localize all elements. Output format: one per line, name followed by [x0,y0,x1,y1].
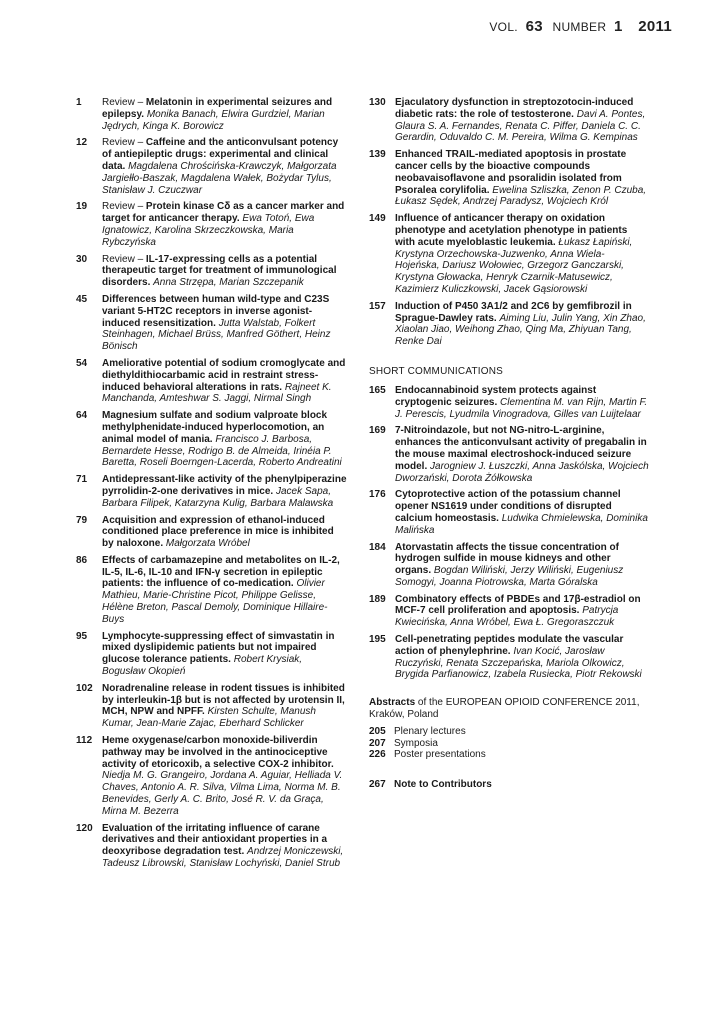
toc-entry[interactable] [369,301,649,348]
entry-title: Noradrenaline release in rodent tissues is inhibited by interleukin-1β but is not affected by urotensin II, MCH, NPW and NPFF. [102,682,345,718]
entry-type-label: Review – [102,137,146,149]
entry-title: Heme oxygenase/carbon monoxide-biliverdin pathway may be involved in the antinociceptive activity of etoricoxib, a selective COX-2 inhibitor. [102,735,334,770]
entry-authors: Patrycja Kwiecińska, Anna Wróbel, Ewa Ł. Gregoraszczuk [395,605,619,629]
toc-entry[interactable] [369,213,649,296]
entry-body [102,823,348,870]
entry-title: Influence of anticancer therapy on oxidation phenotype and acetylation phenotype in patients with acute myeloblastic leukemia. [395,213,628,248]
abstracts-conference: of the EUROPEAN OPIOID CONFERENCE 2011, Kraków, Poland [369,697,640,721]
abstracts-block [369,697,649,721]
entry-page-number: 12 [76,137,88,149]
entry-page-number: 176 [369,489,386,501]
entry-title: Atorvastatin affects the tissue concentration of hydrogen sulfide in mouse kidneys and other organs. [395,541,619,577]
entry-page-number: 139 [369,149,386,161]
entry-body [395,97,649,144]
abstracts-item-label: Plenary lectures [394,726,466,738]
toc-entry[interactable] [369,97,649,144]
abstracts-item-label: Symposia [394,737,438,749]
entry-body [102,410,348,469]
toc-entry[interactable] [76,97,348,132]
short-communications-list [369,385,649,681]
toc-entry[interactable] [76,683,348,730]
entry-authors: Łukasz Łapiński, Krystyna Orzechowska-Juzwenko, Anna Wiela-Hojeńska, Dariusz Wołowiec, Grzegorz Ganczarski, Krystyna Głowacka, Henryk Czarnik-Matusewicz, Kazimierz Kuliczkowski, Jacek Gąsiorowski [395,236,633,295]
abstracts-item-page: 205 [369,726,386,738]
entry-authors: Jarogniew J. Łuszczki, Anna Jaskólska, Wojciech Dworzański, Dorota Żółkowska [395,460,649,484]
entry-body [102,137,348,196]
toc-entry[interactable] [369,425,649,484]
toc-entry[interactable] [369,385,649,420]
entry-authors: Davi A. Pontes, Glaura S. A. Fernandes, Renata C. Piffer, Daniela C. C. Gerardin, Oduvaldo C. M. Pereira, Wilma G. Kempinas [395,108,646,144]
entry-page-number: 184 [369,541,386,553]
entry-page-number: 195 [369,634,386,646]
toc-entry[interactable] [76,201,348,248]
toc-entry[interactable] [369,489,649,536]
entry-page-number: 165 [369,384,386,396]
abstracts-lead: Abstracts [369,697,416,709]
entry-body [395,634,649,681]
entry-body [102,474,348,509]
entry-body [395,542,649,589]
toc-entry[interactable] [369,542,649,589]
entry-page-number: 112 [76,735,93,747]
toc-entry[interactable] [76,735,348,818]
entry-body [102,358,348,405]
toc-entry[interactable] [76,823,348,870]
entry-body [395,425,649,484]
entry-type-label: Review – [102,97,146,108]
toc-entry[interactable] [76,294,348,353]
abstracts-item[interactable] [369,726,649,738]
entry-authors: Niedja M. G. Grangeiro, Jordana A. Aguiar, Helliada V. Chaves, Antonio A. R. Silva, Vilma Lima, Norma M. B. Benevides, Gerly A. C. Brito, José R. V. da Graça, Mirna M. Bezerra [102,770,343,817]
toc-entry[interactable] [369,149,649,208]
entry-body [395,489,649,536]
toc-entry[interactable] [76,410,348,469]
entry-page-number: 79 [76,514,88,526]
entry-page-number: 189 [369,593,386,605]
entry-body [102,683,348,730]
entry-title: Differences between human wild-type and C23S variant 5-HT2C receptors in inverse agonist-induced resensitization. [102,293,330,329]
abstracts-item[interactable] [369,749,649,761]
entry-title: Induction of P450 3A1/2 and 2C6 by gemfibrozil in Sprague-Dawley rats. [395,300,632,324]
volume-number: 63 [525,18,543,35]
entry-title: Effects of carbamazepine and metabolites on IL-2, IL-5, IL-6, IL-10 and IFN-γ secretion in epileptic patients: the influence of co-medication. [102,554,340,590]
entry-page-number: 1 [76,97,82,108]
entry-authors: Jutta Walstab, Folkert Steinhagen, Michael Brüss, Manfred Göthert, Heinz Bönisch [102,317,331,353]
entry-title: Evaluation of the irritating influence of carane derivatives and their antioxidant properties in a deoxyribose degradation test. [102,822,328,858]
toc-entry[interactable] [76,358,348,405]
entry-page-number: 149 [369,213,386,225]
entry-title: Enhanced TRAIL-mediated apoptosis in prostate cancer cells by the bioactive compounds neobavaisoflavone and psoralidin isolated from Psoralea corylifolia. [395,149,627,196]
entry-title: Endocannabinoid system protects against cryptogenic seizures. [395,384,597,408]
entry-page-number: 102 [76,682,93,694]
entry-body [395,385,649,420]
note-label: Note to Contributors [394,778,492,790]
entry-title: Combinatory effects of PBDEs and 17β-estradiol on MCF-7 cell proliferation and apoptosis. [395,593,641,617]
number-label: NUMBER [552,20,607,34]
abstracts-item-page: 226 [369,749,386,761]
note-page: 267 [369,778,386,790]
entry-body [102,254,348,289]
entry-page-number: 64 [76,410,88,422]
entry-body [102,97,348,132]
toc-entry[interactable] [76,555,348,626]
entry-title: Ejaculatory dysfunction in streptozotocin-induced diabetic rats: the role of testosterone. [395,97,634,120]
entry-body [395,213,649,296]
issue-number: 1 [613,18,623,35]
issue-masthead [489,18,672,35]
abstracts-list [369,726,649,761]
entry-authors: Ivan Kocić, Jarosław Ruczyński, Renata Szczepańska, Mariola Olkowicz, Brygida Parfianowicz, Izabela Rusiecka, Piotr Rekowski [395,645,642,681]
entry-title: Ameliorative potential of sodium cromoglycate and diethyldithiocarbamic acid in restraint stress-induced behavioral alterations in rats. [102,357,346,393]
entry-authors: Robert Krysiak, Bogusław Okopień [102,654,303,678]
entry-authors: Magdalena Chrościńska-Krawczyk, Małgorzata Jargiełło-Baszak, Magdalena Wałek, Bożydar Tylus, Stanisław J. Czuczwar [102,160,337,196]
toc-left-column [76,97,348,875]
entry-body [102,515,348,550]
abstracts-item-page: 207 [369,737,386,749]
entry-title: Acquisition and expression of ethanol-induced conditioned place preference in mice is inhibited by naloxone. [102,514,334,550]
entry-authors: Kirsten Schulte, Manush Kumar, Jean-Marie Zajac, Eberhard Schlicker [102,706,316,730]
entry-title: Caffeine and the anticonvulsant potency of antiepileptic drugs: experimental and clinical data. [102,137,339,172]
toc-entry[interactable] [369,594,649,629]
entry-body [395,149,649,208]
entry-type-label: Review – [102,253,146,265]
entry-title: IL-17-expressing cells as a potential therapeutic target for treatment of immunological disorders. [102,253,337,289]
entry-authors: Bogdan Wiliński, Jerzy Wiliński, Eugeniusz Somogyi, Joanna Piotrowska, Marta Góralska [395,565,624,588]
entry-body [395,301,649,348]
entry-authors: Francisco J. Barbosa, Bernardete Hesse, Rodrigo B. de Almeida, Irinéia P. Baretta, Roseli Boerngen-Lacerda, Roberto Andreatini [102,433,342,469]
entry-page-number: 95 [76,630,88,642]
entry-authors: Aiming Liu, Julin Yang, Xin Zhao, Xiaolan Jiao, Weihong Zhao, Qing Ma, Zhiyuan Tang, Renke Dai [395,312,646,348]
entry-title: Cell-penetrating peptides modulate the vascular action of phenylephrine. [395,634,624,657]
entry-authors: Ewa Totoń, Ewa Ignatowicz, Karolina Skrzeczkowska, Maria Rybczyńska [102,213,315,248]
entry-title: Cytoprotective action of the potassium channel opener NS1619 under conditions of disrupted calcium homeostasis. [395,489,621,524]
entry-body [102,201,348,248]
articles-right [369,97,649,348]
note-to-contributors[interactable] [369,779,649,790]
entry-authors: Monika Banach, Elwira Gurdziel, Marian Jędrych, Kinga K. Borowicz [102,108,325,132]
entry-authors: Olivier Mathieu, Marie-Christine Picot, Philippe Gelisse, Hélène Breton, Pascal Demoly, Dominique Hillaire- Buys [102,578,328,625]
entry-title: Lymphocyte-suppressing effect of simvastatin in mixed dyslipidemic patients but not impaired glucose tolerance patients. [102,630,335,666]
entry-title: Magnesium sulfate and sodium valproate block methylphenidate-induced hyperlocomotion, an animal model of mania. [102,410,328,445]
entry-page-number: 120 [76,822,93,834]
entry-page-number: 86 [76,554,88,566]
entry-authors: Clementina M. van Rijn, Martin F. J. Perescis, Lyudmila Vinogradova, Gilles van Luijtelaar [395,396,648,420]
entry-type-label: Review – [102,201,146,213]
entry-page-number: 19 [76,201,88,213]
entry-body [102,294,348,353]
entry-page-number: 54 [76,357,88,369]
toc-entry[interactable] [76,137,348,196]
entry-title: Antidepressant-like activity of the phenylpiperazine pyrrolidin-2-one derivatives in mice. [102,474,347,497]
entry-authors: Rajneet K. Manchanda, Amteshwar S. Jaggi, Nirmal Singh [102,381,332,405]
entry-body [102,735,348,818]
entry-body [102,555,348,626]
issue-year: 2011 [638,18,672,35]
entry-title: 7-Nitroindazole, but not NG-nitro-L-arginine, enhances the anticonvulsant activity of pregabalin in the mouse maximal electroshock-induced seizure model. [395,425,647,472]
toc-entry[interactable] [76,254,348,289]
entry-body [395,594,649,629]
short-communications-heading: SHORT COMMUNICATIONS [369,365,504,377]
entry-authors: Anna Strzępa, Marian Szczepanik [153,277,304,289]
toc-entry[interactable] [76,515,348,550]
entry-body [102,631,348,678]
entry-authors: Ewelina Szliszka, Zenon P. Czuba, Łukasz Sędek, Andrzej Paradysz, Wojciech Król [395,184,647,208]
entry-title: Melatonin in experimental seizures and epilepsy. [102,97,333,120]
entry-title: Protein kinase Cδ as a cancer marker and target for anticancer therapy. [102,201,345,225]
toc-entry[interactable] [76,474,348,509]
entry-page-number: 71 [76,474,88,486]
toc-entry[interactable] [369,634,649,681]
entry-page-number: 45 [76,293,88,305]
entry-authors: Ludwika Chmielewska, Dominika Malińska [395,512,648,536]
entry-authors: Andrzej Moniczewski, Tadeusz Librowski, Stanisław Lochyński, Daniel Strub [102,846,344,870]
entry-page-number: 169 [369,425,386,437]
toc-entry[interactable] [76,631,348,678]
entry-page-number: 157 [369,300,386,312]
toc-right-column [369,97,649,790]
abstracts-item[interactable] [369,738,649,750]
abstracts-item-label: Poster presentations [394,749,486,761]
entry-page-number: 30 [76,253,88,265]
entry-authors: Jacek Sapa, Barbara Filipek, Katarzyna Kulig, Barbara Malawska [102,485,334,509]
volume-label: VOL. [489,20,518,34]
entry-authors: Małgorzata Wróbel [165,538,250,550]
entry-page-number: 130 [369,97,386,108]
